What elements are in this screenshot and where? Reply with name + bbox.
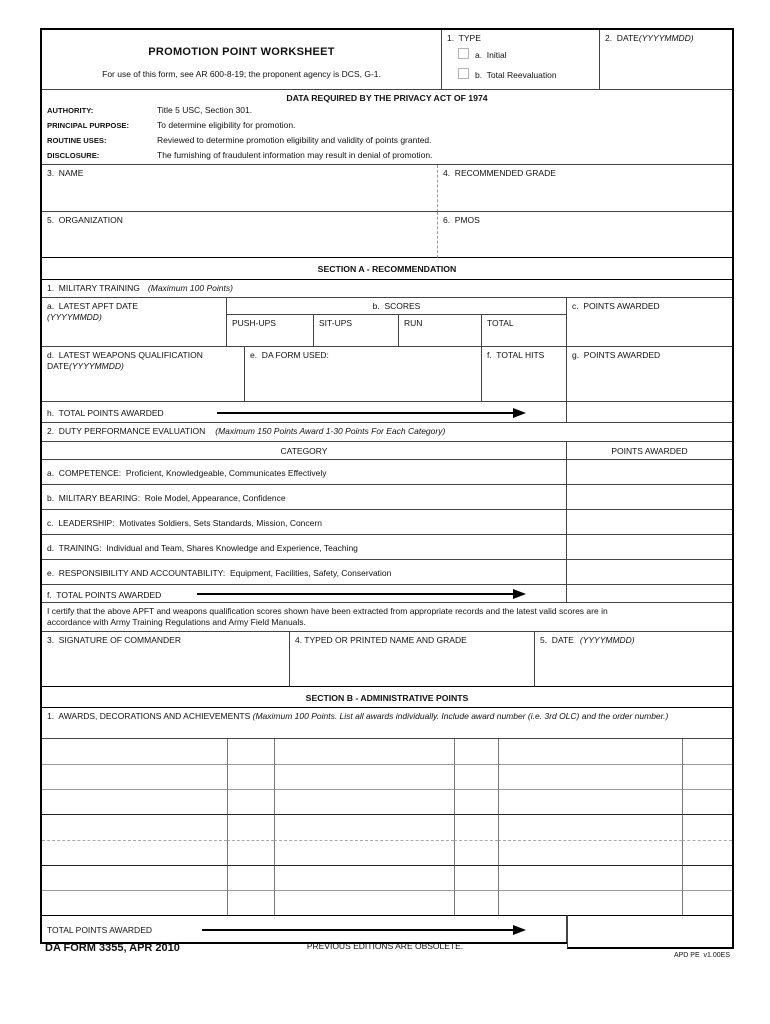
award-points-cell[interactable] [682, 789, 732, 814]
duty-total-points-row [42, 585, 567, 603]
principal-purpose-value: To determine eligibility for promotion. [157, 120, 296, 130]
type-option-initial[interactable] [458, 48, 599, 61]
total-reevaluation-checkbox[interactable] [458, 68, 469, 79]
duty-total-arrow [197, 593, 513, 595]
privacy-act-section [42, 90, 732, 165]
category-competence-row [42, 460, 567, 485]
authority-value: Title 5 USC, Section 301. [157, 105, 253, 115]
recommended-grade-label: 4. RECOMMENDED GRADE [443, 168, 556, 178]
award-points-cell[interactable] [454, 890, 498, 915]
typed-name-grade-field[interactable] [290, 632, 535, 687]
award-name-cell[interactable] [498, 789, 682, 814]
sit-ups-cell[interactable] [314, 315, 399, 347]
award-name-cell[interactable] [274, 865, 454, 890]
admin-total-points-cell[interactable] [567, 915, 734, 949]
run-label: RUN [404, 318, 423, 328]
award-name-cell[interactable] [42, 865, 227, 890]
commander-date-label: 5. DATE [540, 635, 574, 645]
form-number: DA FORM 3355, APR 2010 [45, 942, 180, 954]
responsibility-points-cell[interactable] [567, 560, 732, 585]
run-cell[interactable] [399, 315, 482, 347]
category-competence-label: a. COMPETENCE: Proficient, Knowledgeable, Communicates Effectively [47, 468, 327, 478]
points-awarded-header-cell [567, 442, 732, 460]
category-responsibility-row [42, 560, 567, 585]
award-name-cell[interactable] [498, 764, 682, 789]
award-points-cell[interactable] [227, 890, 274, 915]
typed-name-grade-label: 4. TYPED OR PRINTED NAME AND GRADE [295, 635, 467, 645]
category-leadership-label: c. LEADERSHIP: Motivates Soldiers, Sets Standards, Mission, Concern [47, 518, 322, 528]
duty-performance-title: 2. DUTY PERFORMANCE EVALUATION [47, 426, 206, 436]
award-points-cell[interactable] [682, 890, 732, 915]
awards-note: (Maximum 100 Points. List all awards individually. Include award number (i.e. 3rd OLC) and the order number.) [252, 711, 669, 721]
category-header: CATEGORY [280, 446, 328, 456]
award-name-cell[interactable] [42, 814, 227, 839]
da-form-3355 [40, 28, 734, 944]
awards-title-row [42, 708, 732, 739]
award-points-cell[interactable] [454, 789, 498, 814]
push-ups-label: PUSH-UPS [232, 318, 276, 328]
award-points-cell[interactable] [454, 865, 498, 890]
organization-label: 5. ORGANIZATION [47, 215, 123, 225]
routine-uses-label: ROUTINE USES: [47, 136, 107, 145]
pmos-field[interactable] [437, 212, 732, 258]
award-points-cell[interactable] [682, 739, 732, 764]
signature-of-commander-label: 3. SIGNATURE OF COMMANDER [47, 635, 181, 645]
push-ups-cell[interactable] [227, 315, 314, 347]
signature-of-commander-field[interactable] [42, 632, 290, 687]
certification-block [42, 603, 732, 632]
award-points-cell[interactable] [682, 814, 732, 839]
awards-title: 1. AWARDS, DECORATIONS AND ACHIEVEMENTS [47, 711, 251, 721]
date-format: (YYYYMMDD) [638, 33, 694, 43]
points-awarded-c-label: c. POINTS AWARDED [572, 301, 660, 311]
version-stamp: APD PE v1.00ES [673, 952, 730, 959]
admin-total-points-label: TOTAL POINTS AWARDED [47, 925, 153, 935]
name-field[interactable] [42, 165, 437, 212]
disclosure-value: The furnishing of fraudulent information may result in denial of promotion. [157, 150, 433, 160]
award-name-cell[interactable] [498, 739, 682, 764]
military-training-title-row [42, 280, 732, 298]
admin-total-arrow [202, 929, 513, 931]
award-points-cell[interactable] [227, 840, 274, 865]
section-b-header: SECTION B - ADMINISTRATIVE POINTS [42, 687, 732, 708]
total-hits-label: f. TOTAL HITS [487, 350, 545, 360]
award-points-cell[interactable] [454, 764, 498, 789]
leadership-points-cell[interactable] [567, 510, 732, 535]
category-header-cell [42, 442, 567, 460]
total-score-cell[interactable] [482, 315, 567, 347]
commander-date-format: (YYYYMMDD) [579, 635, 635, 645]
award-points-cell[interactable] [454, 840, 498, 865]
award-name-cell[interactable] [42, 764, 227, 789]
award-name-cell[interactable] [498, 890, 682, 915]
type-label: 1. TYPE [447, 33, 481, 43]
total-hits-field[interactable] [482, 347, 567, 402]
award-name-cell[interactable] [274, 764, 454, 789]
weapons-qualification-date-field[interactable] [42, 347, 245, 402]
award-name-cell[interactable] [42, 739, 227, 764]
organization-field[interactable] [42, 212, 437, 258]
duty-total-points-label: f. TOTAL POINTS AWARDED [47, 590, 162, 600]
award-name-cell[interactable] [498, 814, 682, 839]
award-points-cell[interactable] [682, 764, 732, 789]
initial-checkbox[interactable] [458, 48, 469, 59]
award-points-cell[interactable] [682, 840, 732, 865]
award-points-cell[interactable] [227, 814, 274, 839]
duty-performance-note: (Maximum 150 Points Award 1-30 Points For Each Category) [215, 426, 446, 436]
category-training-label: d. TRAINING: Individual and Team, Shares Knowledge and Experience, Teaching [47, 543, 358, 553]
obsolete-note: PREVIOUS EDITIONS ARE OBSOLETE. [306, 941, 464, 951]
scores-header [227, 298, 567, 315]
category-military-bearing-label: b. MILITARY BEARING: Role Model, Appearance, Confidence [47, 493, 286, 503]
total-score-label: TOTAL [487, 318, 514, 328]
award-points-cell[interactable] [227, 865, 274, 890]
award-points-cell[interactable] [454, 814, 498, 839]
military-training-title: 1. MILITARY TRAINING [47, 283, 140, 293]
certification-text: I certify that the above APFT and weapons qualification scores shown have been extracted from appropriate records and the latest valid scores are in accordance with Army Training Regulations and Army Field Manuals. [47, 606, 611, 627]
type-option-total-reevaluation[interactable] [458, 68, 599, 81]
award-name-cell[interactable] [42, 789, 227, 814]
points-awarded-g-label: g. POINTS AWARDED [572, 350, 661, 360]
admin-total-points-row [42, 915, 567, 942]
award-name-cell[interactable] [274, 739, 454, 764]
award-name-cell[interactable] [498, 840, 682, 865]
military-training-note: (Maximum 100 Points) [147, 283, 233, 293]
mt-total-points-label: h. TOTAL POINTS AWARDED [47, 408, 164, 418]
type-field [442, 30, 600, 90]
award-points-cell[interactable] [454, 739, 498, 764]
date-label: 2. DATE [605, 33, 639, 43]
latest-apft-date-label: a. LATEST APFT DATE [47, 301, 139, 311]
pmos-label: 6. PMOS [443, 215, 480, 225]
training-points-cell[interactable] [567, 535, 732, 560]
points-awarded-c-cell[interactable] [567, 298, 732, 347]
award-name-cell[interactable] [274, 789, 454, 814]
competence-points-cell[interactable] [567, 460, 732, 485]
form-title-block [42, 30, 442, 90]
points-awarded-g-cell[interactable] [567, 347, 732, 402]
disclosure-label: DISCLOSURE: [47, 151, 100, 160]
section-a-header: SECTION A - RECOMMENDATION [42, 258, 732, 280]
award-name-cell[interactable] [498, 865, 682, 890]
category-military-bearing-row [42, 485, 567, 510]
weapons-date-format: (YYYYMMDD) [69, 360, 124, 371]
recommended-grade-field[interactable] [437, 165, 732, 212]
duty-performance-title-row [42, 423, 732, 442]
scores-label: b. SCORES [372, 301, 421, 311]
award-points-cell[interactable] [227, 764, 274, 789]
award-name-cell[interactable] [42, 890, 227, 915]
apft-date-format: (YYYYMMDD) [47, 311, 102, 322]
weapons-qualification-date-label: d. LATEST WEAPONS QUALIFICATION DATE [47, 350, 206, 371]
form-subtitle: For use of this form, see AR 600-8-19; the proponent agency is DCS, G-1. [102, 68, 381, 79]
award-name-cell[interactable] [274, 814, 454, 839]
award-name-cell[interactable] [274, 840, 454, 865]
name-label: 3. NAME [47, 168, 84, 178]
award-points-cell[interactable] [682, 865, 732, 890]
commander-date-field[interactable] [535, 632, 732, 687]
duty-total-points-cell[interactable] [567, 585, 732, 603]
mt-total-arrow [217, 412, 513, 414]
mt-total-points-row [42, 402, 567, 423]
award-name-cell[interactable] [274, 890, 454, 915]
latest-apft-date-field[interactable] [42, 298, 227, 347]
initial-label: a. Initial [475, 49, 507, 60]
awards-grid [42, 739, 732, 915]
category-leadership-row [42, 510, 567, 535]
mt-total-points-cell[interactable] [567, 402, 732, 423]
sit-ups-label: SIT-UPS [319, 318, 353, 328]
category-responsibility-label: e. RESPONSIBILITY AND ACCOUNTABILITY: Equipment, Facilities, Safety, Conservation [47, 568, 392, 578]
points-awarded-header: POINTS AWARDED [611, 446, 688, 456]
form-title: PROMOTION POINT WORKSHEET [148, 46, 335, 58]
da-form-used-label: e. DA FORM USED: [250, 350, 329, 360]
authority-label: AUTHORITY: [47, 106, 94, 115]
date-field[interactable] [600, 30, 732, 90]
award-points-cell[interactable] [227, 789, 274, 814]
privacy-header: DATA REQUIRED BY THE PRIVACY ACT OF 1974 [286, 93, 488, 103]
award-name-cell[interactable] [42, 840, 227, 865]
total-reevaluation-label: b. Total Reevaluation [475, 70, 557, 81]
da-form-used-field[interactable] [245, 347, 482, 402]
category-training-row [42, 535, 567, 560]
routine-uses-value: Reviewed to determine promotion eligibility and validity of points granted. [157, 135, 432, 145]
military-bearing-points-cell[interactable] [567, 485, 732, 510]
principal-purpose-label: PRINCIPAL PURPOSE: [47, 121, 129, 130]
award-points-cell[interactable] [227, 739, 274, 764]
